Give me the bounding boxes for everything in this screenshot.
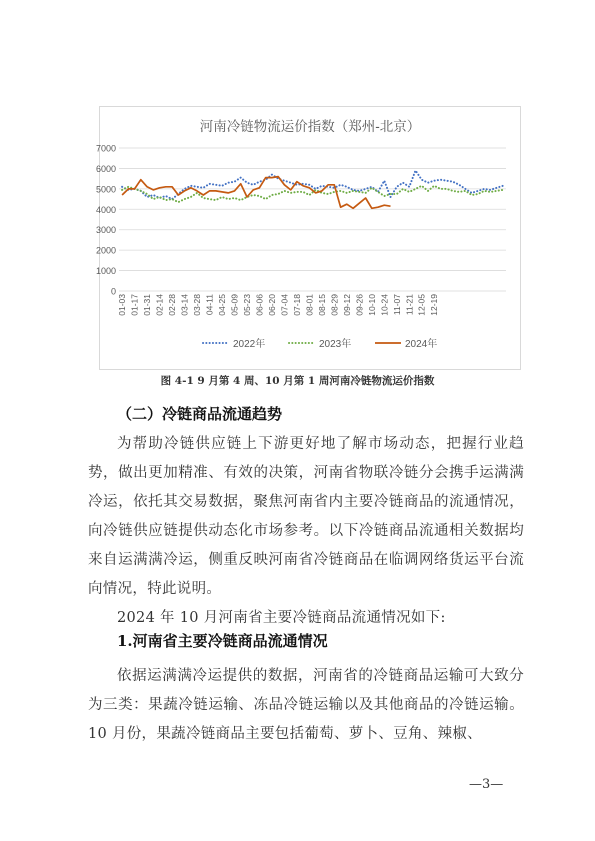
legend-label: 2024年: [405, 339, 438, 350]
x-tick-label: 03-14: [179, 294, 190, 316]
y-tick-label: 3000: [95, 225, 116, 236]
legend-label: 2022年: [233, 339, 266, 350]
section-heading: （二）冷链商品流通趋势: [117, 405, 283, 423]
x-tick-label: 03-28: [192, 294, 203, 316]
chart-title: 河南冷链物流运价指数（郑州-北京）: [199, 119, 421, 134]
x-tick-label: 12-05: [416, 294, 427, 316]
line-chart: [95, 107, 520, 369]
y-tick-label: 6000: [95, 163, 116, 174]
y-tick-label: 7000: [95, 143, 116, 154]
x-tick-label: 06-20: [266, 294, 277, 316]
x-tick-label: 02-14: [154, 294, 165, 316]
x-tick-label: 01-31: [142, 294, 153, 316]
y-tick-label: 0: [110, 286, 116, 297]
x-tick-label: 10-24: [379, 294, 390, 316]
x-tick-label: 02-28: [167, 294, 178, 316]
x-tick-label: 05-09: [229, 294, 240, 316]
y-tick-label: 1000: [95, 266, 116, 277]
y-tick-label: 5000: [95, 184, 116, 195]
x-tick-label: 11-21: [404, 294, 415, 316]
body-paragraph: 2024 年 10 月河南省主要冷链商品流通情况如下:: [117, 610, 446, 626]
x-tick-label: 10-10: [366, 294, 377, 316]
x-tick-label: 07-04: [279, 294, 290, 316]
body-paragraph: 依据运满满冷运提供的数据，河南省的冷链商品运输可大致分为三类：果蔬冷链运输、冻品冷链运输以及其他商品的冷链运输。10 月份，果蔬冷链商品主要包括葡萄、萝卜、豆角、辣椒、: [88, 668, 524, 742]
legend-label: 2023年: [319, 339, 352, 350]
x-tick-label: 11-07: [391, 294, 402, 316]
chart-container: [95, 106, 521, 370]
page-number: —3—: [469, 777, 504, 792]
x-tick-label: 06-06: [254, 294, 265, 316]
x-tick-label: 01-17: [129, 294, 140, 316]
x-tick-label: 09-12: [341, 294, 352, 316]
x-tick-label: 08-01: [304, 294, 315, 316]
y-tick-label: 2000: [95, 245, 116, 256]
y-tick-label: 4000: [95, 204, 116, 215]
x-tick-label: 07-18: [291, 294, 302, 316]
x-tick-label: 12-19: [429, 294, 440, 316]
x-tick-label: 05-23: [241, 294, 252, 316]
figure-caption: 图 4-1 9 月第 4 周、10 月第 1 周河南冷链物流运价指数: [160, 375, 435, 387]
x-tick-label: 09-26: [354, 294, 365, 316]
x-tick-label: 01-03: [117, 294, 128, 316]
x-tick-label: 04-25: [216, 294, 227, 316]
x-tick-label: 08-29: [329, 294, 340, 316]
sub-heading: 1.河南省主要冷链商品流通情况: [117, 632, 328, 650]
body-paragraph: 为帮助冷链供应链上下游更好地了解市场动态，把握行业趋势，做出更加精准、有效的决策，河南省物联冷链分会携手运满满冷运，依托其交易数据，聚焦河南省内主要冷链商品的流通情况，向冷链供应链提供动态化市场参考。以下冷链商品流通相关数据均来自运满满冷运，侧重反映河南省冷链商品在临调网络货运平台流向情况，特此说明。: [88, 436, 524, 597]
x-tick-label: 04-11: [204, 294, 215, 316]
x-tick-label: 08-15: [316, 294, 327, 316]
